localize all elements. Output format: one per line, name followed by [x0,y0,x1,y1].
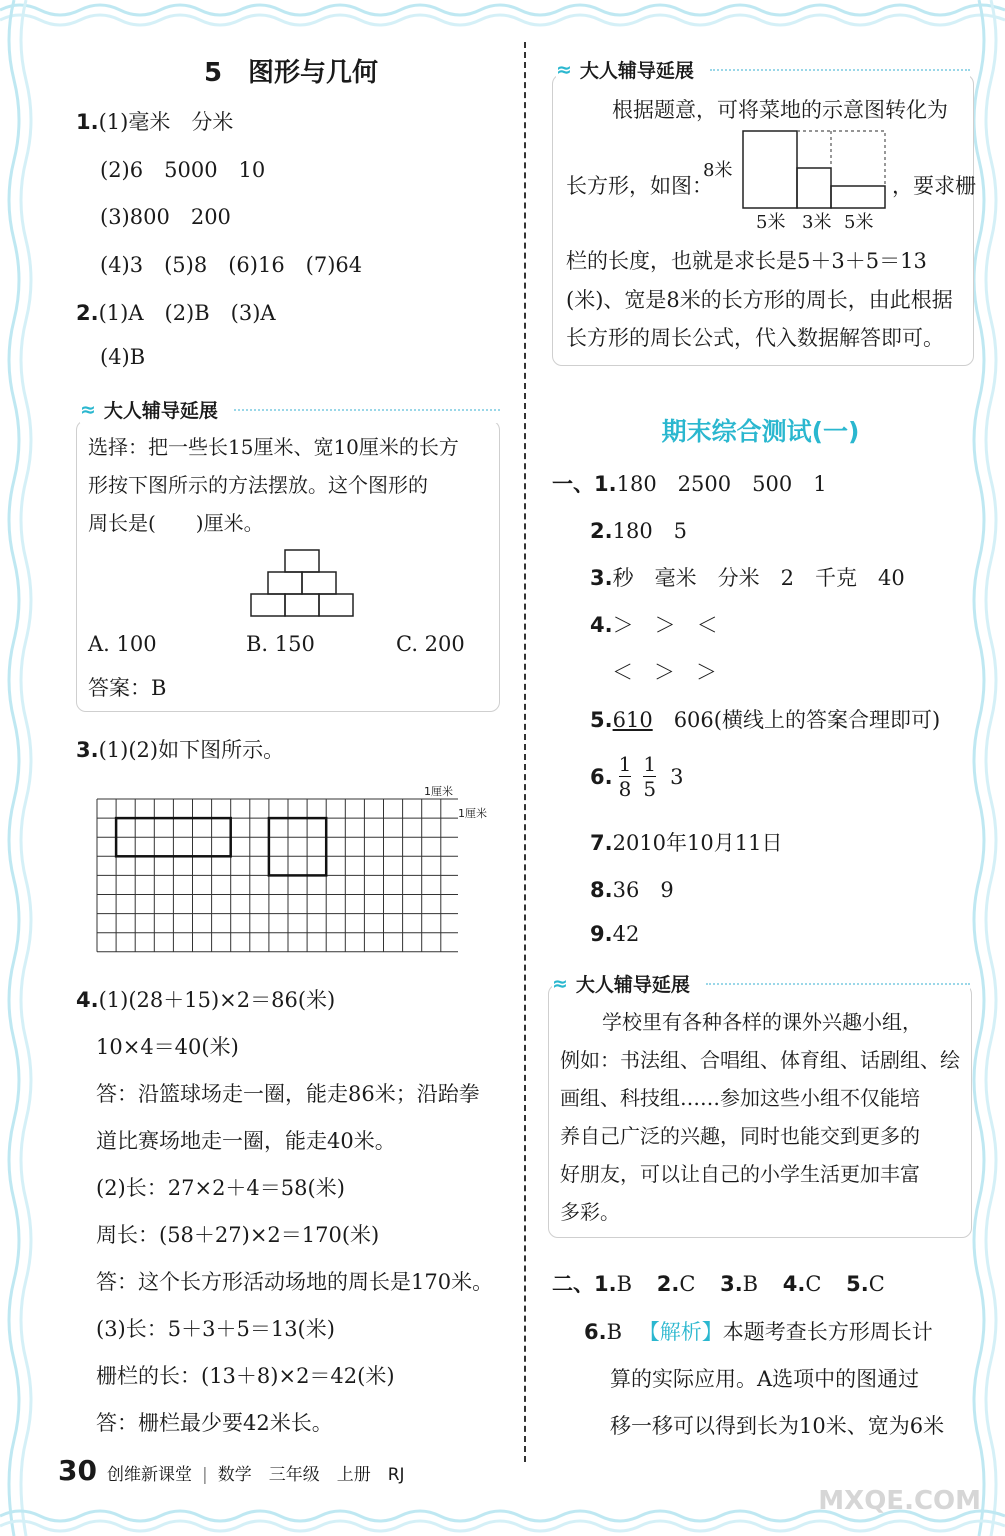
q1-line-3: (3)800 200 [100,205,231,229]
tip-3-header [552,970,970,997]
drawn-square-2 [269,818,326,875]
tip-1-question [88,428,498,542]
wave-icon: ≈ [556,58,572,81]
q6-line-3: 移一移可以得到长为10米、宽为6米 [610,1414,945,1438]
part1-item-3: 3.秒 毫米 分米 2 千克 40 [590,566,905,590]
q4-line-7: 答：这个长方形活动场地的周长是170米。 [96,1270,494,1294]
tip-2-line-4: (米)、宽是8米的长方形的周长，由此根据 [566,288,953,312]
top-wave-border [0,0,1005,34]
q1-number: 1. [76,110,99,134]
q4-line-8: (3)长：5＋3＋5＝13(米) [96,1317,335,1341]
page-footer: 30 创维新课堂 | 数学 三年级 上册 RJ [58,1454,405,1487]
q2-answer-1: (1)A (2)B (3)A [98,301,276,325]
watermark-text: MXQE.COM [818,1486,981,1516]
tip-1-title: 大人辅导延展 [103,400,218,422]
footer-brand: 创维新课堂 [106,1465,192,1485]
wave-icon: ≈ [552,972,568,995]
q6-line-2: 算的实际应用。A选项中的图通过 [610,1367,920,1391]
part1-item-1: 一、1.180 2500 500 1 [552,472,827,496]
part1-item-8: 8.36 9 [590,878,674,902]
part1-label: 一、 [552,472,594,496]
part1-item-7: 7.2010年10月11日 [590,831,783,855]
q4-line-6: 周长：(58＋27)×2＝170(米) [96,1223,380,1247]
brick-stack-figure [250,549,356,619]
q4-line-2: 10×4＝40(米) [96,1035,239,1059]
garden-rectangle-figure [742,130,888,210]
tip-1-header [80,396,500,423]
q1-line-4: (4)3 (5)8 (6)16 (7)64 [100,253,363,277]
footer-subject: 数学 三年级 上册 RJ [217,1465,405,1485]
fig-bottom-label-2: 3米 [802,212,832,233]
q4-line-10: 答：栅栏最少要42米长。 [96,1411,333,1435]
page-number: 30 [58,1454,97,1487]
tip-2-line-2a: 长方形，如图： [566,174,713,198]
q1-line-2: (2)6 5000 10 [100,158,266,182]
fraction-1-8: $\frac{1}{8}$ [618,752,632,801]
tip-3-text: 学校里有各种各样的课外兴趣小组， 例如：书法组、合唱组、体育组、话剧组、绘 画组、科技组……参加这些小组不仅能培 养自己广泛的兴趣，同时也能交到更多的 好朋友，可以让自己的小学生活更加丰富 多彩。 [560,1010,960,1224]
tip-1-line-2: 形按下图所示的方法摆放。这个图形的 [88,473,428,497]
exam-title: 期末综合测试(一) [661,417,860,446]
tip-1-answer: 答案：B [88,676,167,700]
fraction-1-5: $\frac{1}{5}$ [643,752,657,801]
grid-unit-label-side: 1厘米 [458,807,487,820]
tip-1-line-3: 周长是( )厘米。 [88,511,264,535]
q4-answer-1: (1)(28＋15)×2＝86(米) [98,988,336,1012]
part1-item-9: 9.42 [590,922,640,946]
part2-label: 二、 [552,1272,594,1296]
part1-item-6: 6. $\frac{1}{8}$ $\frac{1}{5}$ 3 [590,752,684,801]
q2-line-1 [76,297,276,327]
q1-answer-1: (1)毫米 分米 [98,110,234,134]
q4-line-9: 栅栏的长：(13＋8)×2＝42(米) [96,1364,395,1388]
tip-2-line-1: 根据题意，可将菜地的示意图转化为 [612,98,948,122]
tip-3-title: 大人辅导延展 [575,974,690,996]
column-divider [524,42,526,1462]
tip-2-header [556,56,970,83]
part1-item-5: 5.610 606(横线上的答案合理即可) [590,708,941,732]
q6-line-1: 6.B 【解析】本题考查长方形周长计 [584,1320,933,1344]
fig-bottom-label-3: 5米 [844,212,874,233]
tip-2-line-3: 栏的长度，也就是求长是5＋3＋5＝13 [566,249,927,273]
tip-1-option-b: B. 150 [246,632,315,656]
q4-line-5: (2)长：27×2＋4＝58(米) [96,1176,345,1200]
tip-2-line-5: 长方形的周长公式，代入数据解答即可。 [566,326,944,350]
blank-answer: 610 [612,708,653,732]
q2-line-2: (4)B [100,345,146,369]
q1-line-1 [76,106,233,136]
wave-icon: ≈ [80,398,96,421]
tip-1-option-c: C. 200 [396,632,465,656]
part1-item-4b: ＜ ＞ ＞ [612,660,717,684]
tip-2-dots [710,69,970,71]
part2-items: 二、1.B 2.C 3.B 4.C 5.C [552,1272,885,1296]
part1-item-2: 2.180 5 [590,519,688,543]
q4-line-4: 道比赛场地走一圈，能走40米。 [96,1129,396,1153]
section-title: 5 图形与几何 [203,58,379,88]
q4-line-1 [76,984,335,1014]
fig-bottom-label-1: 5米 [756,212,786,233]
analysis-badge: 【解析】 [638,1320,723,1344]
left-wave-border [0,0,40,1536]
grid-unit-label-top: 1厘米 [424,785,453,798]
tip-2-title: 大人辅导延展 [579,60,694,82]
tip-2-line-2b: ，要求栅 [892,174,976,198]
fig-height-label: 8米 [703,160,733,181]
q4-number: 4. [76,988,99,1012]
tip-3-dots [706,983,970,985]
tip-1-option-a: A. 100 [88,632,157,656]
q3-text: (1)(2)如下图所示。 [98,738,285,762]
q3-line [76,734,284,764]
square-grid-figure [96,798,458,960]
part1-item-4: 4.＞ ＞ ＜ [590,613,718,637]
tip-1-line-1: 选择：把一些长15厘米、宽10厘米的长方 [88,435,459,459]
q3-number: 3. [76,738,99,762]
tip-1-dots [234,409,500,411]
q2-number: 2. [76,301,99,325]
q4-line-3: 答：沿篮球场走一圈，能走86米；沿跆拳 [96,1082,480,1106]
